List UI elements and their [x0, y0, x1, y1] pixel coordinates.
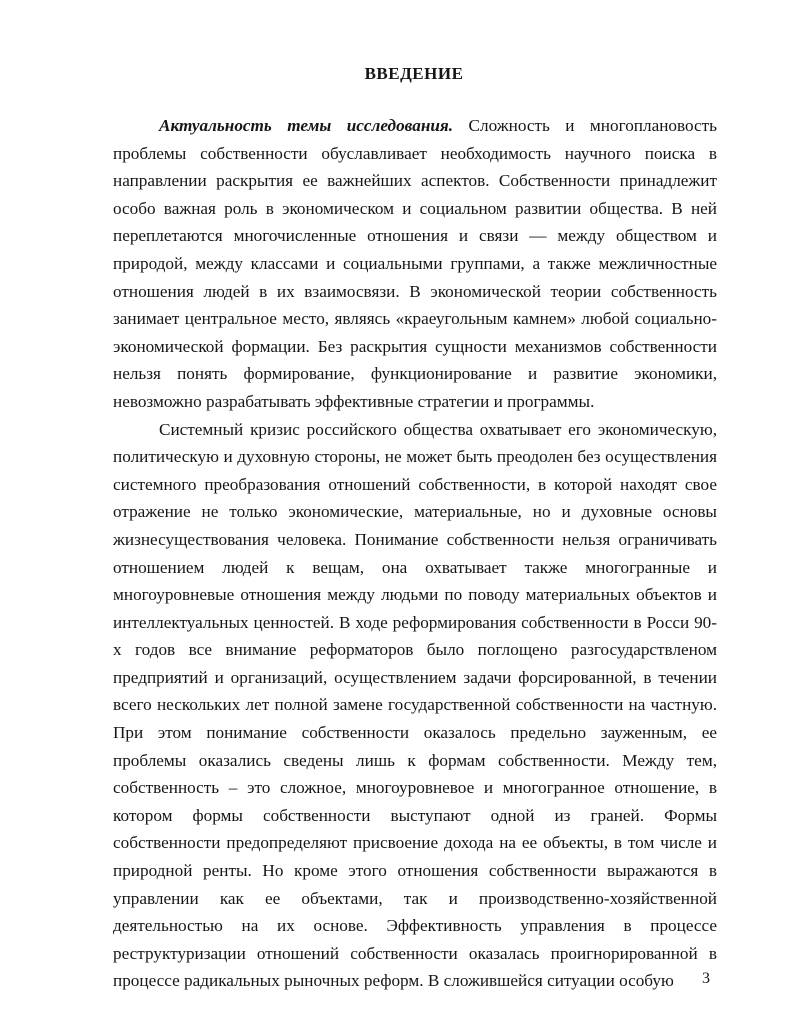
- paragraph-text: Сложность и многоплановость проблемы собственности обуславливает необходимость научного поиска в направлении раскрытия ее важнейших аспектов. Собственности принадлежит особо важная роль в экономическом и социальном развитии общества. В ней переплетаются многочисленные отношения и связи — между обществом и природой, между классами и социальными группами, а также межличностные отношения людей в их взаимосвязи. В экономической теории собственность занимает центральное место, являясь «краеугольным камнем» любой социально-экономической формации. Без раскрытия сущности механизмов собственности нельзя понять формирование, функционирование и развитие экономики, невозможно разрабатывать эффективные стратегии и программы.: [113, 116, 717, 411]
- paragraph-lead: Актуальность темы исследования.: [159, 116, 454, 135]
- page-title: ВВЕДЕНИЕ: [364, 64, 464, 83]
- paragraph-relevance: [113, 112, 717, 416]
- paragraph-text: Системный кризис российского общества охватывает его экономическую, политическую и духовную стороны, не может быть преодолен без осуществления системного преобразования отношений собственности, в которой находят свое отражение не только экономические, материальные, но и духовные основы жизнесуществования человека. Понимание собственности нельзя ограничивать отношением людей к вещам, она охватывает также многогранные и многоуровневые отношения между людьми по поводу материальных объектов и интеллектуальных ценностей. В ходе реформирования собственности в Росси 90-х годов все внимание реформаторов было поглощено разгосударствленом предприятий и организаций, осуществлением задачи форсированной, в течении всего нескольких лет полной замене государственной собственности на частную. При этом понимание собственности оказалось предельно зауженным, ее проблемы оказались сведены лишь к формам собственности. Между тем, собственность – это сложное, многоуровневое и многогранное отношение, в котором формы собственности выступают одной из граней. Формы собственности предопределяют присвоение дохода на ее объекты, в том числе и природной ренты. Но кроме этого отношения собственности выражаются в управлении как ее объектами, так и производственно-хозяйственной деятельностью на их основе. Эффективность управления в процессе реструктуризации отношений собственности оказалась проигнорированной в процессе радикальных рыночных реформ. В сложившейся ситуации особую: [113, 419, 717, 991]
- page-number: 3: [702, 970, 710, 987]
- document-body: [113, 112, 717, 995]
- paragraph-crisis: [113, 416, 717, 995]
